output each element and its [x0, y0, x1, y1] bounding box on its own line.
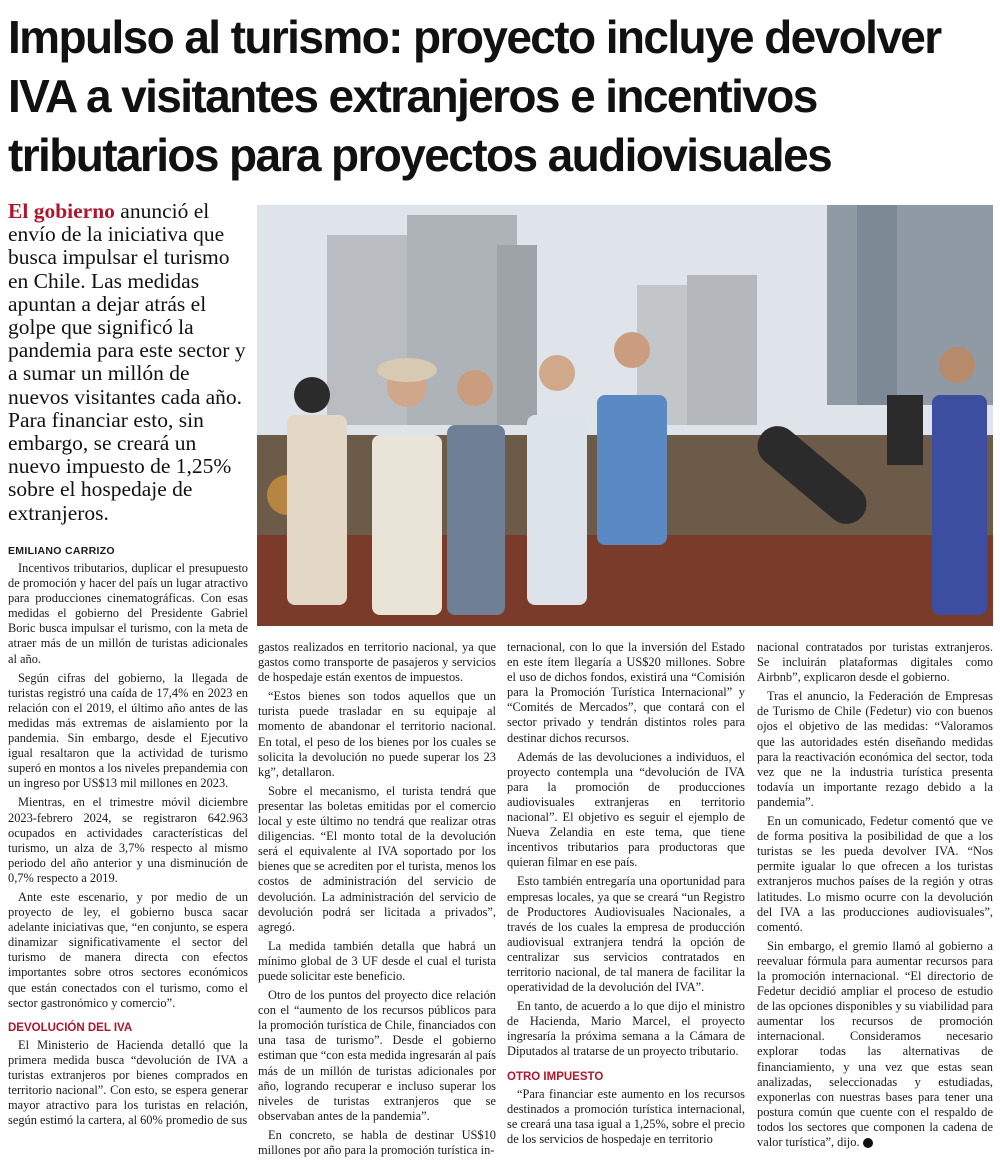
- paragraph: La medida también detalla que habrá un mínimo global de 3 UF desde el cual el turista puede solicitar este beneficio.: [258, 938, 496, 983]
- paragraph: ternacional, con lo que la inversión del Estado en este ítem llegaría a US$20 millones. Sobre el uso de dichos fondos, existirá una “Comisión para la Promoción Turística Internacional” y “Comités de Mercados”, que contará con el sector privado y tendrán distintos roles para destinar dichos recursos.: [507, 640, 745, 745]
- paragraph: En un comunicado, Fedetur comentó que ve de forma positiva la posibilidad de que a los turistas se les pueda devolver IVA. “Nos permite igualar lo que ofrecen a los turistas extranjeros muchos países de la región y otras latitudes. Lo mismo ocurre con la devolución del IVA a las producciones audiovisuales”, comentó.: [757, 814, 993, 934]
- article-column-3: [507, 640, 745, 1151]
- section-subheading: OTRO IMPUESTO: [507, 1070, 604, 1083]
- paragraph: “Para financiar este aumento en los recursos destinados a promoción turística internacional, se creará una tasa igual a 1,25%, sobre el precio de los servicios de hospedaje en territorio: [507, 1086, 745, 1146]
- lead-text: anunció el envío de la iniciativa que busca impulsar el turismo en Chile. Las medidas apuntan a dejar atrás el golpe que significó la pandemia para este sector y a sumar un millón de nuevos visitantes cada año. Para financiar esto, sin embargo, se creará un nuevo impuesto de 1,25% sobre el hospedaje de extranjeros.: [8, 199, 246, 525]
- article-column-2: [258, 640, 496, 1162]
- article-column-4: [757, 640, 993, 1150]
- article-photo: [257, 205, 993, 626]
- paragraph: Sobre el mecanismo, el turista tendrá que presentar las boletas emitidas por el comercio local y este último no tendrá que realizar otras diligencias. “El monto total de la devolución será el equivalente al IVA soportado por los bienes que se acrediten por el turista, menos los costos de administración del servicio de devolución. La administración del servicio de devolución podrá ser licitada a privados”, agregó.: [258, 783, 496, 934]
- paragraph: El Ministerio de Hacienda detalló que la primera medida busca “devolución de IVA a turistas extranjeros por bienes comprados en territorio nacional”. Con esto, se espera generar mayor atractivo para los turistas en relación, según estimó la cartera, al 60% promedio de sus: [8, 1037, 248, 1128]
- end-of-article-icon: P: [863, 1138, 873, 1148]
- paragraph: Sin embargo, el gremio llamó al gobierno a reevaluar fórmula para aumentar recursos para la promoción internacional. “El directorio de Fedetur decidió ampliar el proceso de estudio de las opciones disponibles y su viabilidad para aumentar los recursos de promoción internacional. Consideramos necesario explorar todas las alternativas de financiamiento, y una vez que estas sean analizadas, seleccionadas y estudiadas, exponerlas con nuestras bases para tener una postura común que cuente con el respaldo de todos los sectores que componen la cadena de valor turística”, dijo. P: [757, 938, 993, 1149]
- paragraph: Ante este escenario, y por medio de un proyecto de ley, el gobierno busca sacar adelante iniciativas que, “en conjunto, se espera dinamizar significativamente el sector del turismo de manera directa con efectos importantes sobre otros sectores económicos que están conectados con el turismo, como el sector gastronómico y comercio”.: [8, 889, 248, 1010]
- paragraph: Esto también entregaría una oportunidad para empresas locales, ya que se creará “un Registro de Productores Audiovisuales Nacionales, a través de los cuales la empresa de producción audiovisual extranjera tendrá la opción de centralizar sus servicios contratados en territorio nacional, de tal manera de facilitar la operatividad de la devolución del IVA”.: [507, 874, 745, 995]
- paragraph: Además de las devoluciones a individuos, el proyecto contempla una “devolución de IVA para la promoción de producciones audiovisuales extranjeras en territorio nacional”. El objetivo es seguir el ejemplo de Nueva Zelandia en este tema, que tiene incentivos tributarios para productoras que quieran filmar en ese país.: [507, 749, 745, 870]
- byline: EMILIANO CARRIZO: [8, 545, 115, 557]
- paragraph: Según cifras del gobierno, la llegada de turistas registró una caída de 17,4% en 2023 en relación con el 2019, el último año antes de las medidas más extremas de aislamiento por la pandemia. Sin embargo, desde el Ejecutivo igual resaltaron que la actividad de turismo superó en montos a los niveles prepandemia con un ingreso por US$13 mil millones en 2023.: [8, 670, 248, 791]
- headline: Impulso al turismo: proyecto incluye devolver IVA a visitantes extranjeros e incentivos tributarios para proyectos audiovisuales: [8, 11, 941, 181]
- paragraph: “Estos bienes son todos aquellos que un turista puede trasladar en su equipaje al momento de abandonar el territorio nacional. En total, el peso de los bienes por los cuales se solicita la devolución no puede superar los 23 kg”, detallaron.: [258, 689, 496, 779]
- photo-illustration: [257, 205, 993, 626]
- paragraph: En concreto, se habla de destinar US$10 millones por año para la promoción turística in-: [258, 1127, 496, 1157]
- paragraph: Otro de los puntos del proyecto dice relación con el “aumento de los recursos públicos para la promoción turística de Chile, financiados con una tasa de turismo”. Desde el gobierno estiman que “con esta medida ingresarán al país más de un millón de turistas adicionales por año, logrando recuperar e incluso superar los niveles de turistas extranjeros que se observaban antes de la pandemia”.: [258, 988, 496, 1123]
- lead-keyword: El gobierno: [8, 199, 115, 223]
- paragraph: En tanto, de acuerdo a lo que dijo el ministro de Hacienda, Mario Marcel, el proyecto ingresaría la próxima semana a la Cámara de Diputados al tratarse de un proyecto tributario.: [507, 999, 745, 1059]
- paragraph: gastos realizados en territorio nacional, ya que gastos como transporte de pasajeros y servicios de hospedaje están exentos de impuestos.: [258, 640, 496, 685]
- lead-paragraph: [8, 200, 246, 525]
- paragraph: nacional contratados por turistas extranjeros. Se incluirán plataformas digitales como Airbnb”, explicaron desde el gobierno.: [757, 640, 993, 685]
- article-column-1: [8, 561, 248, 1132]
- section-subheading: DEVOLUCIÓN DEL IVA: [8, 1021, 133, 1034]
- paragraph: Mientras, en el trimestre móvil diciembre 2023-febrero 2024, se registraron 642.963 ocupados en actividades características del turismo, un alza de 3,7% respecto al mismo periodo del año anterior y una disminución de 0,7% respecto a 2019.: [8, 795, 248, 885]
- paragraph: Incentivos tributarios, duplicar el presupuesto de promoción y hacer del país un lugar atractivo para producciones cinematográficas. Con esas medidas el gobierno del Presidente Gabriel Boric busca impulsar el turismo, con la meta de atraer más de un millón de turistas adicionales al año.: [8, 561, 248, 666]
- paragraph: Tras el anuncio, la Federación de Empresas de Turismo de Chile (Fedetur) vio con buenos ojos el objetivo de las medidas: “Valoramos que las autoridades estén diseñando medidas para la reactivación económica del sector, toda vez que ne la industria turística presenta todavía un importante rezago debido a la pandemia”.: [757, 689, 993, 809]
